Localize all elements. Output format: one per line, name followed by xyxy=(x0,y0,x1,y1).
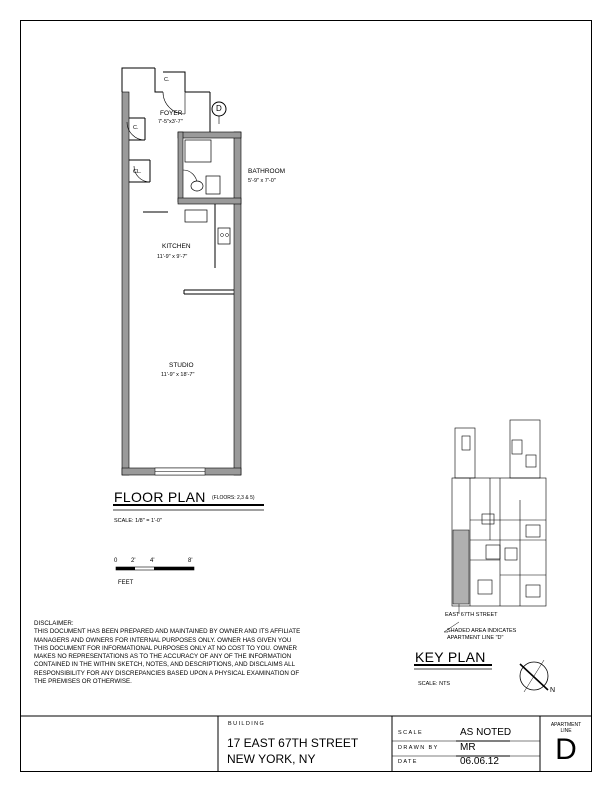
floor-plan-floors-note: (FLOORS: 2,3 & 5) xyxy=(212,495,255,501)
scale-value: AS NOTED xyxy=(460,727,512,738)
scale-tick-2: 2' xyxy=(131,558,136,564)
scale-caption: SCALE xyxy=(398,730,424,736)
scale-bar xyxy=(116,567,194,570)
north-label: N xyxy=(550,687,556,694)
label-bathroom: BATHROOM xyxy=(248,168,286,175)
scale-unit: FEET xyxy=(118,580,134,586)
wall-bathroom-bottom xyxy=(178,198,241,204)
apartment-letter: D xyxy=(555,733,577,766)
date-caption: DATE xyxy=(398,759,418,765)
label-kitchen-dims: 11'-9" x 9'-7" xyxy=(157,254,188,260)
bathtub xyxy=(185,140,211,162)
wall-bathroom-top xyxy=(178,132,241,138)
label-foyer-dims: 7'-5"x3'-7" xyxy=(158,119,183,125)
wall-bathroom-left xyxy=(178,132,183,202)
scale-tick-0: 0 xyxy=(114,558,118,564)
address-line-1: 17 EAST 67TH STREET xyxy=(227,736,359,750)
shaded-apartment-line xyxy=(453,530,469,604)
wall-right xyxy=(234,132,241,475)
label-studio-dims: 11'-9" x 18'-7" xyxy=(161,372,195,378)
north-arrow xyxy=(520,660,548,692)
label-kitchen: KITCHEN xyxy=(162,243,191,250)
label-closet-small: C. xyxy=(133,125,139,131)
label-closet-top: C. xyxy=(164,77,170,83)
label-closet-left: CL. xyxy=(133,169,142,175)
scale-tick-4: 4' xyxy=(150,558,155,564)
address-line-2: NEW YORK, NY xyxy=(227,752,316,766)
label-studio: STUDIO xyxy=(169,362,194,369)
key-plan-title: KEY PLAN xyxy=(415,649,486,665)
kitchen-sink xyxy=(185,210,207,222)
door-marker-letter: D xyxy=(216,104,222,113)
label-bathroom-dims: 5'-9" x 7'-0" xyxy=(248,178,276,184)
key-plan-scale: SCALE: NTS xyxy=(418,681,451,687)
line-caption: LINE xyxy=(560,728,572,734)
label-foyer: FOYER xyxy=(160,110,183,117)
date-value: 06.06.12 xyxy=(460,756,499,767)
drawn-by-caption: DRAWN BY xyxy=(398,745,439,751)
toilet xyxy=(191,181,203,191)
sink xyxy=(206,176,220,194)
floor-plan-title: FLOOR PLAN xyxy=(114,489,206,505)
key-plan-shaded-note: SHADED AREA INDICATES APARTMENT LINE "D" xyxy=(447,628,517,641)
scale-tick-8: 8' xyxy=(188,558,193,564)
disclaimer xyxy=(34,620,304,686)
drawn-by-value: MR xyxy=(460,742,476,753)
key-plan-street: EAST 67TH STREET xyxy=(445,612,498,618)
apartment-caption: APARTMENT xyxy=(550,722,582,728)
floor-plan-scale: SCALE: 1/8" = 1'-0" xyxy=(114,518,162,524)
disclaimer-body: THIS DOCUMENT HAS BEEN PREPARED AND MAINTAINED BY OWNER AND ITS AFFILIATE MANAGERS AND OWNERS FOR INTERNAL PURPOSES ONLY. OWNER HAS GIVEN YOU THIS DOCUMENT FOR INFORMATIONAL PURPOSES ONLY AT NO COST TO YOU. OWNER MAKES NO REPRESENTATIONS AS TO THE ACCURACY OF ANY OF THE INFORMATION CONTAINED IN THE WITHIN SKETCH, NOTES, AND DESCRIPTIONS, AND DISCLAIMS ALL RESPONSIBILITY FOR ANY DISCREPANCIES BASED UPON A PHYSICAL EXAMINATION OF THE PREMISES OR OTHERWISE. xyxy=(34,628,301,686)
disclaimer-heading: DISCLAIMER: xyxy=(34,620,74,627)
wall-left xyxy=(122,92,129,475)
building-caption: BUILDING xyxy=(228,721,266,727)
